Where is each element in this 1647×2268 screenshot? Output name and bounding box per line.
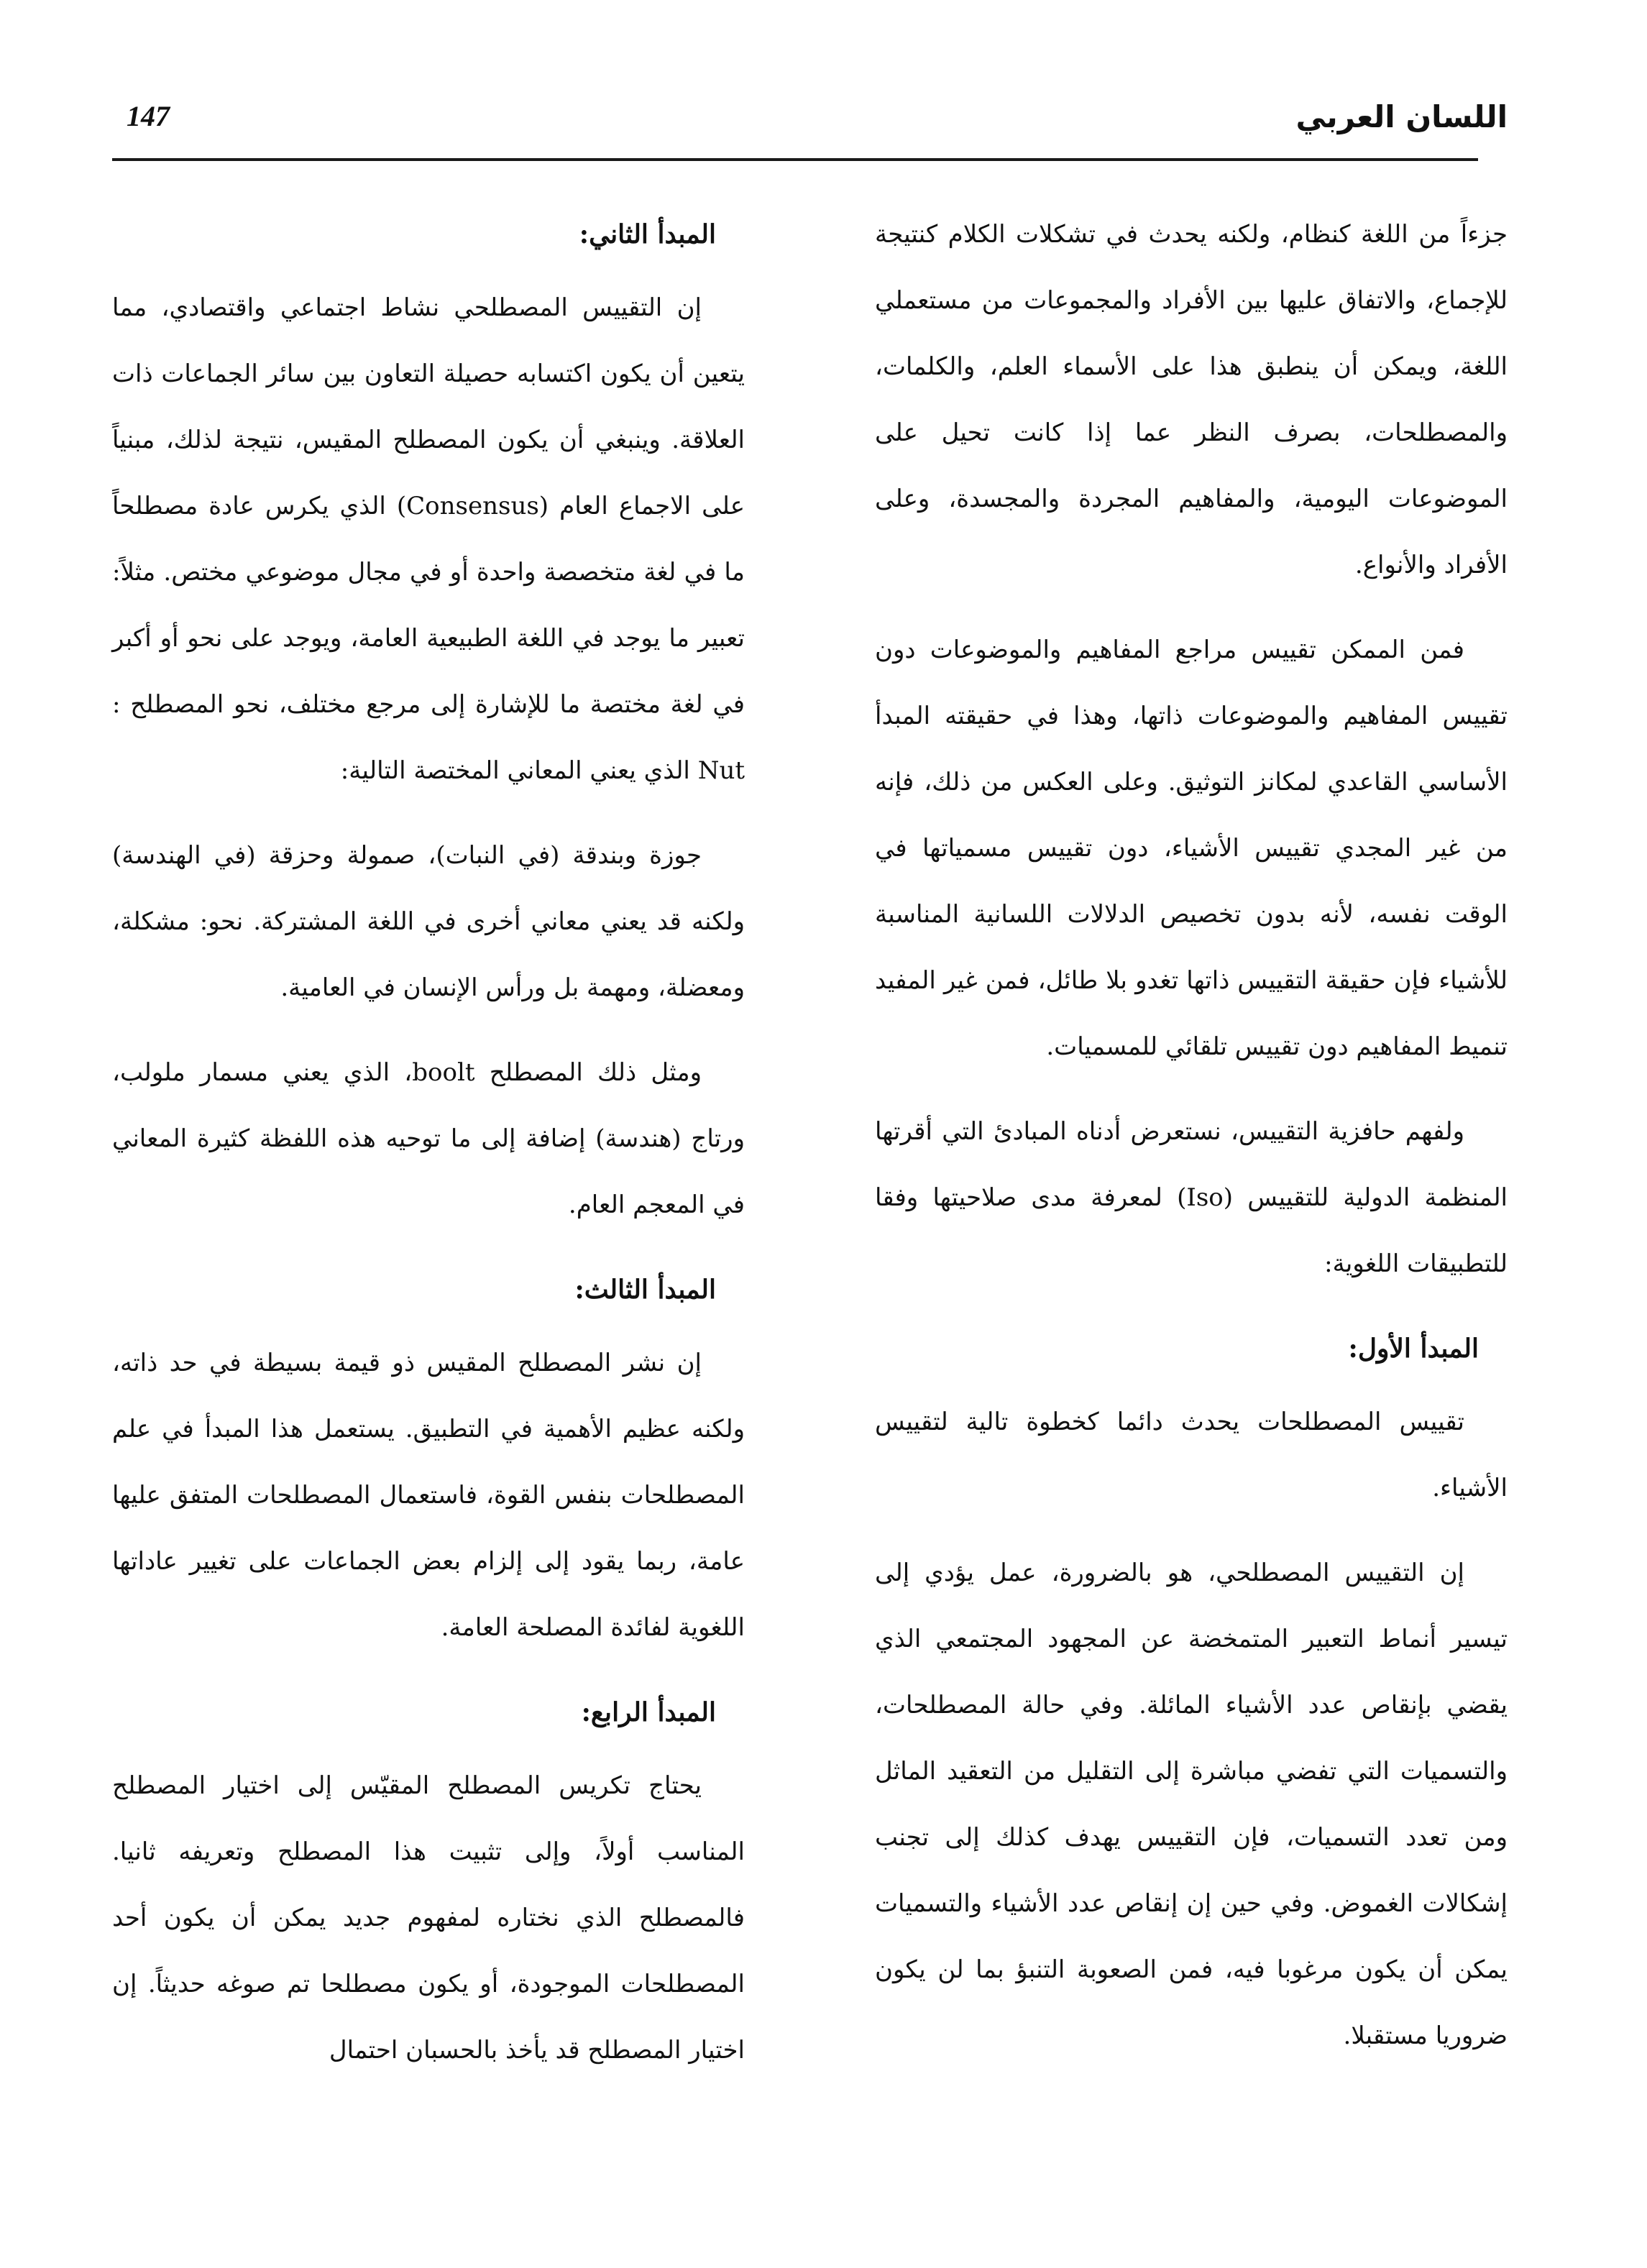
header-rule (112, 158, 1478, 161)
left-column (112, 201, 745, 2102)
paragraph: جزءاً من اللغة كنظام، ولكنه يحدث في تشكلات الكلام كنتيجة للإجماع، والاتفاق عليها بين الأفراد والمجموعات من مستعملي اللغة، ويمكن أن ينطبق هذا على الأسماء العلم، والكلمات، والمصطلحات، بصرف النظر عما إذا كانت تحيل على الموضوعات اليومية، والمفاهيم المجردة والمجسدة، وعلى الأفراد والأنواع. (875, 220, 1508, 579)
paragraph: تقييس المصطلحات يحدث دائما كخطوة تالية لتقييس الأشياء. (875, 1408, 1508, 1502)
paragraph: فمن الممكن تقييس مراجع المفاهيم والموضوعات دون تقييس المفاهيم والموضوعات ذاتها، وهذا في حقيقته المبدأ الأساسي القاعدي لمكانز التوثيق. وعلى العكس من ذلك، فإنه من غير المجدي تقييس الأشياء، دون تقييس مسمياتها في الوقت نفسه، لأنه بدون تخصيص الدلالات اللسانية المناسبة للأشياء فإن حقيقة التقييس ذاتها تغدو بلا طائل، فمن غير المفيد تنميط المفاهيم دون تقييس تلقائي للمسميات. (875, 635, 1508, 1061)
journal-title: اللسان العربي (1295, 99, 1508, 134)
right-column (875, 201, 1508, 2088)
paragraph: إن التقييس المصطلحي، هو بالضرورة، عمل يؤدي إلى تيسير أنماط التعبير المتمخضة عن المجهود المجتمعي الذي يقضي بإنقاص عدد الأشياء المائلة. وفي حالة المصطلحات، والتسميات التي تفضي مباشرة إلى التقليل من التعقيد الماثل ومن تعدد التسميات، فإن التقييس يهدف كذلك إلى تجنب إشكالات الغموض. وفي حين إن إنقاص عدد الأشياء والتسميات يمكن أن يكون مرغوبا فيه، فمن الصعوبة التنبؤ بما لن يكون ضروريا مستقبلا. (875, 1558, 1508, 2050)
paragraph: إن التقييس المصطلحي نشاط اجتماعي واقتصادي، مما يتعين أن يكون اكتسابه حصيلة التعاون بين سائر الجماعات ذات العلاقة. وينبغي أن يكون المصطلح المقيس، نتيجة لذلك، مبنياً على الاجماع العام (Consensus) الذي يكرس عادة مصطلحاً ما في لغة متخصصة واحدة أو في مجال موضوعي مختص. مثلاً: تعبير ما يوجد في اللغة الطبيعية العامة، ويوجد على نحو أو أكبر في لغة مختصة ما للإشارة إلى مرجع مختلف، نحو المصطلح : Nut الذي يعني المعاني المختصة التالية: (112, 293, 745, 785)
paragraph: يحتاج تكريس المصطلح المقيّس إلى اختيار المصطلح المناسب أولاً، وإلى تثبيت هذا المصطلح وتعريفه ثانيا. فالمصطلح الذي نختاره لمفهوم جديد يمكن أن يكون أحد المصطلحات الموجودة، أو يكون مصطلحا تم صوغه حديثاً. إن اختيار المصطلح قد يأخذ بالحسبان احتمال (112, 1771, 745, 2065)
paragraph: جوزة وبندقة (في النبات)، صمولة وحزقة (في الهندسة) ولكنه قد يعني معاني أخرى في اللغة المشتركة. نحو: مشكلة، ومعضلة، ومهمة بل ورأس الإنسان في العامية. (112, 841, 745, 1002)
paragraph: ولفهم حافزية التقييس، نستعرض أدناه المبادئ التي أقرتها المنظمة الدولية للتقييس (Iso) لمعرفة مدى صلاحيتها وفقا للتطبيقات اللغوية: (875, 1117, 1508, 1278)
section-heading: المبدأ الأول: (1348, 1333, 1479, 1364)
paragraph: ومثل ذلك المصطلح boolt، الذي يعني مسمار ملولب، ورتاج (هندسة) إضافة إلى ما توحيه هذه اللفظة كثيرة المعاني في المعجم العام. (112, 1058, 745, 1219)
page-number: 147 (127, 100, 170, 132)
paragraph: إن نشر المصطلح المقيس ذو قيمة بسيطة في حد ذاته، ولكنه عظيم الأهمية في التطبيق. يستعمل هذا المبدأ في علم المصطلحات بنفس القوة، فاستعمال المصطلحات المتفق عليها عامة، ربما يقود إلى إلزام بعض الجماعات على تغيير عاداتها اللغوية لفائدة المصلحة العامة. (112, 1349, 745, 1642)
section-heading: المبدأ الثاني: (579, 219, 716, 249)
section-heading: المبدأ الثالث: (574, 1275, 716, 1305)
section-heading: المبدأ الرابع: (581, 1697, 716, 1727)
